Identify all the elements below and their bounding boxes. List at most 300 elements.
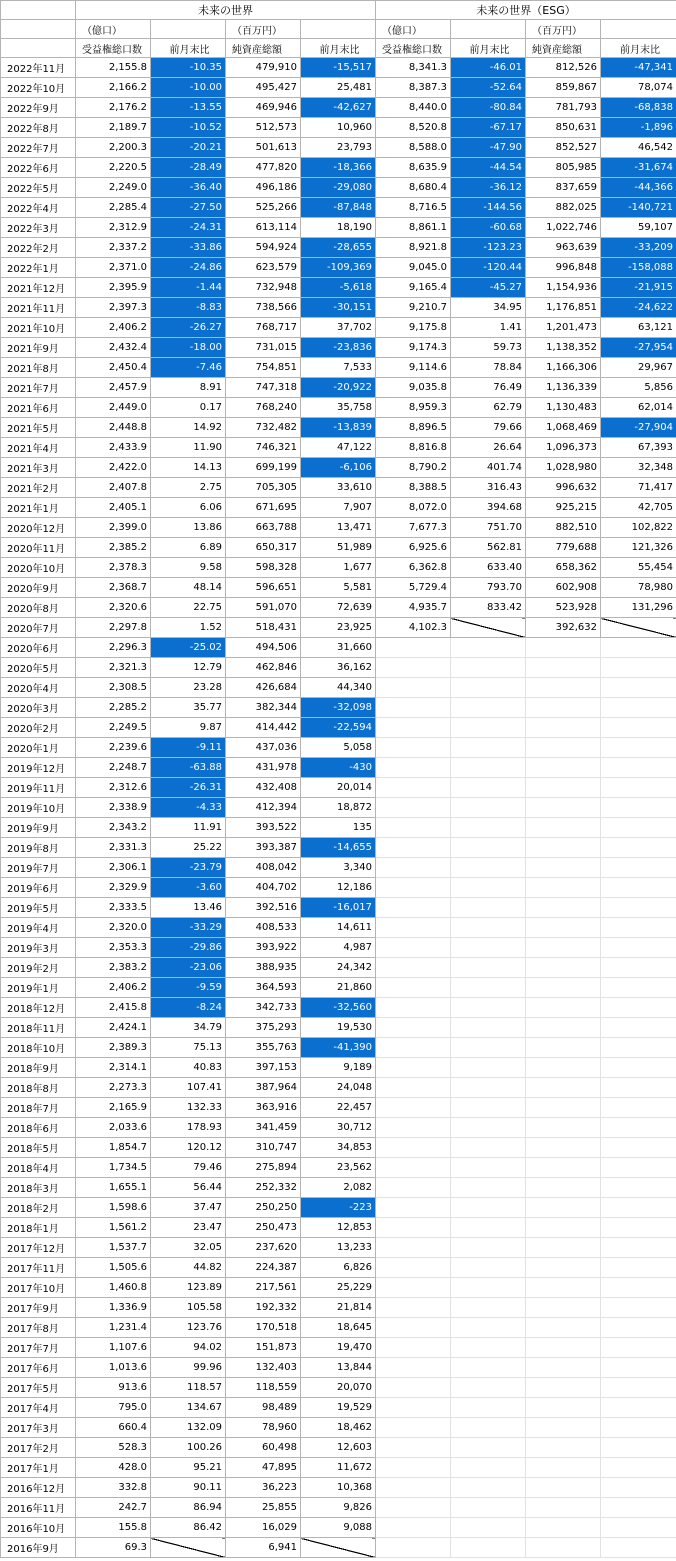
- table-cell: 51,989: [301, 538, 376, 558]
- table-cell: [451, 678, 526, 698]
- table-cell: 393,922: [226, 938, 301, 958]
- table-cell: [526, 1098, 601, 1118]
- row-label: 2017年7月: [1, 1338, 76, 1358]
- table-cell: [601, 1078, 676, 1098]
- table-cell: -32,560: [301, 998, 376, 1018]
- table-cell: [601, 1378, 676, 1398]
- table-cell: [601, 838, 676, 858]
- row-label: 2020年2月: [1, 718, 76, 738]
- table-cell: [526, 1118, 601, 1138]
- table-cell: 805,985: [526, 158, 601, 178]
- table-row: [1, 298, 676, 318]
- row-label: 2020年7月: [1, 618, 76, 638]
- table-cell: -28.49: [151, 158, 226, 178]
- table-cell: [451, 1238, 526, 1258]
- table-cell: [526, 678, 601, 698]
- table-cell: 414,442: [226, 718, 301, 738]
- table-row: [1, 738, 676, 758]
- table-cell: [451, 858, 526, 878]
- table-cell: [526, 878, 601, 898]
- table-cell: 1,537.7: [76, 1238, 151, 1258]
- table-cell: 412,394: [226, 798, 301, 818]
- table-cell: 4,935.7: [376, 598, 451, 618]
- table-cell: -46.01: [451, 58, 526, 78]
- table-cell: -28,655: [301, 238, 376, 258]
- table-cell: [601, 858, 676, 878]
- table-cell: -36.12: [451, 178, 526, 198]
- table-cell: -25.02: [151, 638, 226, 658]
- table-cell: 8,921.8: [376, 238, 451, 258]
- table-cell: 18,645: [301, 1318, 376, 1338]
- table-cell: [451, 738, 526, 758]
- table-cell: 2,371.0: [76, 258, 151, 278]
- table-cell: 8,387.3: [376, 78, 451, 98]
- table-cell: 562.81: [451, 538, 526, 558]
- table-cell: 316.43: [451, 478, 526, 498]
- row-label: 2019年8月: [1, 838, 76, 858]
- table-cell: [376, 1198, 451, 1218]
- row-label: 2017年4月: [1, 1398, 76, 1418]
- table-cell: 2,378.3: [76, 558, 151, 578]
- table-cell: 925,215: [526, 498, 601, 518]
- table-cell: 35.77: [151, 698, 226, 718]
- table-cell: 8,440.0: [376, 98, 451, 118]
- row-label: 2020年6月: [1, 638, 76, 658]
- table-cell: [451, 1158, 526, 1178]
- table-cell: 13,844: [301, 1358, 376, 1378]
- table-cell: 155.8: [76, 1518, 151, 1538]
- table-cell: [526, 658, 601, 678]
- table-cell: 2,220.5: [76, 158, 151, 178]
- row-label: 2017年10月: [1, 1278, 76, 1298]
- table-cell: -23.79: [151, 858, 226, 878]
- table-cell: 4,102.3: [376, 618, 451, 638]
- table-cell: [451, 778, 526, 798]
- table-cell: [526, 1138, 601, 1158]
- table-cell: 1,130,483: [526, 398, 601, 418]
- unit-label: （億口）: [76, 20, 151, 39]
- table-cell: [526, 1478, 601, 1498]
- table-cell: 8,896.5: [376, 418, 451, 438]
- table-cell: -5,618: [301, 278, 376, 298]
- table-cell: 2,450.4: [76, 358, 151, 378]
- table-cell: -9.59: [151, 978, 226, 998]
- table-cell: 2,306.1: [76, 858, 151, 878]
- table-cell: 793.70: [451, 578, 526, 598]
- table-cell: [376, 1458, 451, 1478]
- table-cell: 699,199: [226, 458, 301, 478]
- table-cell: [376, 1358, 451, 1378]
- table-cell: 6.06: [151, 498, 226, 518]
- table-cell: [451, 1358, 526, 1378]
- table-row: [1, 1418, 676, 1438]
- table-cell: -33.29: [151, 918, 226, 938]
- table-cell: 2,239.6: [76, 738, 151, 758]
- row-label: 2021年1月: [1, 498, 76, 518]
- table-cell: 5,058: [301, 738, 376, 758]
- table-cell: [376, 1058, 451, 1078]
- table-row: [1, 1018, 676, 1038]
- row-label: 2018年7月: [1, 1098, 76, 1118]
- row-label: 2018年12月: [1, 998, 76, 1018]
- row-label: 2018年4月: [1, 1158, 76, 1178]
- table-cell: 13.46: [151, 898, 226, 918]
- table-cell: 8,790.2: [376, 458, 451, 478]
- table-cell: 431,978: [226, 758, 301, 778]
- table-cell: 8,861.1: [376, 218, 451, 238]
- table-cell: [601, 778, 676, 798]
- table-cell: 408,042: [226, 858, 301, 878]
- table-cell: 364,593: [226, 978, 301, 998]
- table-cell: 19,470: [301, 1338, 376, 1358]
- table-cell: -60.68: [451, 218, 526, 238]
- table-cell: -36.40: [151, 178, 226, 198]
- table-cell: [376, 1218, 451, 1238]
- row-label: 2018年2月: [1, 1198, 76, 1218]
- table-cell: 47,895: [226, 1458, 301, 1478]
- table-row: [1, 658, 676, 678]
- table-cell: [451, 698, 526, 718]
- row-label: 2017年8月: [1, 1318, 76, 1338]
- table-row: [1, 178, 676, 198]
- row-label: 2020年11月: [1, 538, 76, 558]
- table-row: [1, 418, 676, 438]
- table-cell: 5,729.4: [376, 578, 451, 598]
- table-cell: 44,340: [301, 678, 376, 698]
- table-cell: 1,154,936: [526, 278, 601, 298]
- table-row: [1, 998, 676, 1018]
- table-cell: [376, 1518, 451, 1538]
- table-cell: 79.46: [151, 1158, 226, 1178]
- table-cell: [601, 1098, 676, 1118]
- table-row: [1, 1458, 676, 1478]
- table-cell: -26.31: [151, 778, 226, 798]
- table-cell: 2,385.2: [76, 538, 151, 558]
- table-cell: 9,165.4: [376, 278, 451, 298]
- column-header: 前月末比: [451, 39, 526, 58]
- table-cell: 8,341.3: [376, 58, 451, 78]
- unit-label: （億口）: [376, 20, 451, 39]
- table-cell: 850,631: [526, 118, 601, 138]
- table-cell: 8,959.3: [376, 398, 451, 418]
- table-row: [1, 1538, 676, 1558]
- table-cell: 2.75: [151, 478, 226, 498]
- table-cell: 2,424.1: [76, 1018, 151, 1038]
- table-cell: [526, 958, 601, 978]
- table-cell: 6,362.8: [376, 558, 451, 578]
- table-cell: 55,454: [601, 558, 676, 578]
- table-cell: 26.64: [451, 438, 526, 458]
- row-label: 2020年9月: [1, 578, 76, 598]
- row-label: 2022年9月: [1, 98, 76, 118]
- table-row: [1, 218, 676, 238]
- table-row: [1, 338, 676, 358]
- row-label: 2016年9月: [1, 1538, 76, 1558]
- table-cell: 8,716.5: [376, 198, 451, 218]
- table-cell: 623,579: [226, 258, 301, 278]
- table-cell: 123.89: [151, 1278, 226, 1298]
- row-label: 2019年7月: [1, 858, 76, 878]
- table-cell: 2,314.1: [76, 1058, 151, 1078]
- table-cell: [601, 1458, 676, 1478]
- table-cell: 731,015: [226, 338, 301, 358]
- table-row: [1, 1378, 676, 1398]
- table-cell: 393,387: [226, 838, 301, 858]
- table-cell: 2,422.0: [76, 458, 151, 478]
- table-row: [1, 498, 676, 518]
- table-cell: 9,826: [301, 1498, 376, 1518]
- table-cell: -223: [301, 1198, 376, 1218]
- table-cell: 20,014: [301, 778, 376, 798]
- table-cell: 13,233: [301, 1238, 376, 1258]
- table-cell: [451, 918, 526, 938]
- table-cell: 37,702: [301, 318, 376, 338]
- table-cell: 8,816.8: [376, 438, 451, 458]
- table-cell: [376, 1298, 451, 1318]
- table-cell: 34.95: [451, 298, 526, 318]
- table-cell: 48.14: [151, 578, 226, 598]
- table-cell: [376, 878, 451, 898]
- table-cell: 9,088: [301, 1518, 376, 1538]
- row-label: 2020年8月: [1, 598, 76, 618]
- table-row: [1, 278, 676, 298]
- table-cell: 779,688: [526, 538, 601, 558]
- table-cell: [376, 798, 451, 818]
- table-row: [1, 478, 676, 498]
- table-cell: [526, 1278, 601, 1298]
- table-cell: 14.92: [151, 418, 226, 438]
- table-cell: [526, 1178, 601, 1198]
- table-cell: 76.49: [451, 378, 526, 398]
- table-cell: 1,136,339: [526, 378, 601, 398]
- table-cell: [601, 958, 676, 978]
- table-cell: 738,566: [226, 298, 301, 318]
- table-row: [1, 618, 676, 638]
- table-row: [1, 1398, 676, 1418]
- table-header: [1, 1, 676, 58]
- table-cell: -27,904: [601, 418, 676, 438]
- row-label: 2021年12月: [1, 278, 76, 298]
- table-cell: [376, 1378, 451, 1398]
- table-cell: 1,068,469: [526, 418, 601, 438]
- table-cell: 1,096,373: [526, 438, 601, 458]
- table-cell: [526, 738, 601, 758]
- table-cell: -45.27: [451, 278, 526, 298]
- table-cell: [526, 718, 601, 738]
- table-cell: [376, 1018, 451, 1038]
- table-cell: 105.58: [151, 1298, 226, 1318]
- table-cell: 23.28: [151, 678, 226, 698]
- table-row: [1, 1358, 676, 1378]
- row-label: 2018年9月: [1, 1058, 76, 1078]
- table-cell: 5,856: [601, 378, 676, 398]
- table-cell: 1,138,352: [526, 338, 601, 358]
- table-cell: [376, 778, 451, 798]
- table-cell: 67,393: [601, 438, 676, 458]
- table-cell: [451, 658, 526, 678]
- table-cell: 120.12: [151, 1138, 226, 1158]
- table-cell: [376, 978, 451, 998]
- table-cell: 613,114: [226, 218, 301, 238]
- table-row: [1, 1098, 676, 1118]
- table-cell: 18,872: [301, 798, 376, 818]
- table-cell: 102,822: [601, 518, 676, 538]
- table-cell: 100.26: [151, 1438, 226, 1458]
- table-cell: -87,848: [301, 198, 376, 218]
- table-cell: [451, 878, 526, 898]
- table-cell: -4.33: [151, 798, 226, 818]
- table-cell: -158,088: [601, 258, 676, 278]
- table-cell: 118.57: [151, 1378, 226, 1398]
- table-cell: 35,758: [301, 398, 376, 418]
- table-row: [1, 1498, 676, 1518]
- table-row: [1, 1078, 676, 1098]
- table-cell: [376, 1178, 451, 1198]
- table-cell: [451, 1178, 526, 1198]
- row-label: 2019年12月: [1, 758, 76, 778]
- table-cell: [601, 638, 676, 658]
- table-cell: 392,516: [226, 898, 301, 918]
- table-cell: [601, 1258, 676, 1278]
- table-cell: 1,107.6: [76, 1338, 151, 1358]
- table-cell: 408,533: [226, 918, 301, 938]
- table-cell: 795.0: [76, 1398, 151, 1418]
- table-cell: 99.96: [151, 1358, 226, 1378]
- table-cell: 2,397.3: [76, 298, 151, 318]
- table-cell: 591,070: [226, 598, 301, 618]
- row-label: 2021年9月: [1, 338, 76, 358]
- row-label: 2020年1月: [1, 738, 76, 758]
- table-cell: 8.91: [151, 378, 226, 398]
- table-cell: 2,449.0: [76, 398, 151, 418]
- table-cell: [376, 718, 451, 738]
- corner-cell: [1, 39, 76, 58]
- table-cell: 5,581: [301, 578, 376, 598]
- table-row: [1, 758, 676, 778]
- table-cell: [601, 798, 676, 818]
- table-cell: 2,176.2: [76, 98, 151, 118]
- table-cell: 528.3: [76, 1438, 151, 1458]
- table-cell: 2,155.8: [76, 58, 151, 78]
- table-cell: 512,573: [226, 118, 301, 138]
- table-cell: 118,559: [226, 1378, 301, 1398]
- table-cell: [526, 1338, 601, 1358]
- table-cell: [601, 1238, 676, 1258]
- table-cell: -6,106: [301, 458, 376, 478]
- table-cell: -10.52: [151, 118, 226, 138]
- table-cell: -41,390: [301, 1038, 376, 1058]
- column-header: 受益権総口数: [76, 39, 151, 58]
- table-cell: [376, 1038, 451, 1058]
- table-cell: [526, 1298, 601, 1318]
- table-cell: 462,846: [226, 658, 301, 678]
- table-cell: [526, 1038, 601, 1058]
- table-cell: 2,337.2: [76, 238, 151, 258]
- table-cell: [601, 1358, 676, 1378]
- table-cell: 29,967: [601, 358, 676, 378]
- table-cell: 78.84: [451, 358, 526, 378]
- table-cell: 363,916: [226, 1098, 301, 1118]
- table-cell: 2,166.2: [76, 78, 151, 98]
- table-cell: -1.44: [151, 278, 226, 298]
- table-row: [1, 678, 676, 698]
- table-cell: [376, 838, 451, 858]
- table-cell: [601, 1138, 676, 1158]
- table-cell: 518,431: [226, 618, 301, 638]
- table-cell: -68,838: [601, 98, 676, 118]
- table-row: [1, 1138, 676, 1158]
- table-row: [1, 198, 676, 218]
- row-label: 2021年10月: [1, 318, 76, 338]
- table-cell: [451, 1498, 526, 1518]
- table-row: [1, 898, 676, 918]
- table-cell: [526, 1198, 601, 1218]
- table-cell: [601, 1218, 676, 1238]
- table-cell: 1,734.5: [76, 1158, 151, 1178]
- table-cell: 59,107: [601, 218, 676, 238]
- row-label: 2018年5月: [1, 1138, 76, 1158]
- table-cell: [526, 998, 601, 1018]
- table-cell: [601, 818, 676, 838]
- row-label: 2021年11月: [1, 298, 76, 318]
- table-cell: 18,190: [301, 218, 376, 238]
- table-cell: 90.11: [151, 1478, 226, 1498]
- row-label: 2016年12月: [1, 1478, 76, 1498]
- table-cell: [376, 1498, 451, 1518]
- table-cell: 355,763: [226, 1038, 301, 1058]
- row-label: 2021年7月: [1, 378, 76, 398]
- table-cell: 671,695: [226, 498, 301, 518]
- table-cell: 913.6: [76, 1378, 151, 1398]
- table-cell: 2,082: [301, 1178, 376, 1198]
- table-cell: 12,853: [301, 1218, 376, 1238]
- table-cell: -29,080: [301, 178, 376, 198]
- table-cell: 63,121: [601, 318, 676, 338]
- row-label: 2018年8月: [1, 1078, 76, 1098]
- table-cell: [451, 1378, 526, 1398]
- table-cell: -47.90: [451, 138, 526, 158]
- table-cell: 2,249.0: [76, 178, 151, 198]
- table-cell: [376, 1538, 451, 1558]
- table-cell: [376, 938, 451, 958]
- row-label: 2016年11月: [1, 1498, 76, 1518]
- table-cell: [376, 1258, 451, 1278]
- table-cell: 11.91: [151, 818, 226, 838]
- table-cell: 1,460.8: [76, 1278, 151, 1298]
- table-cell: 2,433.9: [76, 438, 151, 458]
- table-row: [1, 1258, 676, 1278]
- table-cell: 1,561.2: [76, 1218, 151, 1238]
- table-cell: [601, 1338, 676, 1358]
- table-cell: 781,793: [526, 98, 601, 118]
- table-cell: [451, 978, 526, 998]
- table-cell: 23,793: [301, 138, 376, 158]
- table-cell: 732,948: [226, 278, 301, 298]
- table-cell: 62,014: [601, 398, 676, 418]
- table-cell: 2,273.3: [76, 1078, 151, 1098]
- table-cell: 250,473: [226, 1218, 301, 1238]
- row-label: 2017年12月: [1, 1238, 76, 1258]
- table-cell: [601, 1178, 676, 1198]
- table-cell: 812,526: [526, 58, 601, 78]
- table-cell: [601, 1118, 676, 1138]
- table-cell: 754,851: [226, 358, 301, 378]
- table-cell: [526, 1518, 601, 1538]
- table-cell: [526, 638, 601, 658]
- table-cell: 2,395.9: [76, 278, 151, 298]
- table-cell: [526, 1218, 601, 1238]
- table-cell: [601, 1038, 676, 1058]
